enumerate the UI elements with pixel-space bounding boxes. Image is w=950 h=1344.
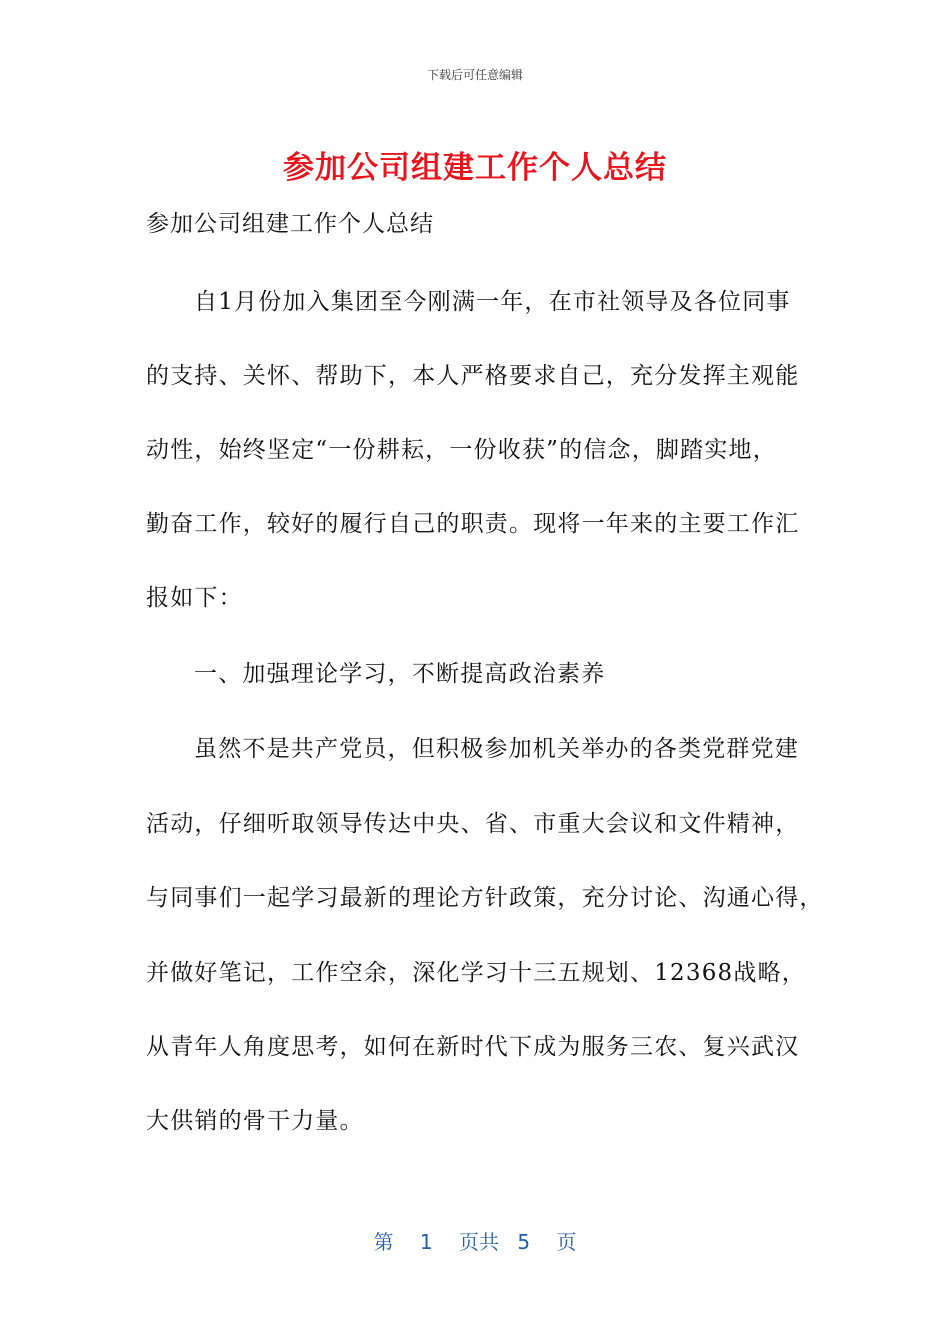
footer-suffix: 页 — [556, 1230, 577, 1254]
paragraph-line: 从青年人角度思考，如何在新时代下成为服务三农、复兴武汉 — [146, 1034, 800, 1060]
paragraph-line: 的支持、关怀、帮助下，本人严格要求自己，充分发挥主观能 — [146, 363, 800, 389]
page-footer — [0, 1226, 950, 1255]
paragraph-line: 自1月份加入集团至今刚满一年，在市社领导及各位同事 — [194, 289, 791, 315]
paragraph-line: 与同事们一起学习最新的理论方针政策，充分讨论、沟通心得， — [146, 885, 824, 911]
paragraph-line: 动性，始终坚定“一份耕耘，一份收获”的信念，脚踏实地， — [146, 437, 777, 463]
footer-prefix: 第 — [373, 1230, 394, 1254]
paragraph-line: 并做好笔记，工作空余，深化学习十三五规划、12368战略， — [146, 960, 806, 986]
header-note: 下载后可任意编辑 — [426, 68, 523, 82]
paragraph-line: 大供销的骨干力量。 — [146, 1108, 364, 1134]
paragraph-line: 勤奋工作，较好的履行自己的职责。现将一年来的主要工作汇 — [146, 511, 800, 537]
footer-total-pages: 5 — [517, 1230, 531, 1254]
document-title: 参加公司组建工作个人总结 — [283, 150, 667, 186]
section-heading: 一、加强理论学习，不断提高政治素养 — [194, 661, 606, 687]
paragraph-line: 报如下： — [146, 585, 243, 611]
document-subtitle: 参加公司组建工作个人总结 — [146, 211, 434, 237]
footer-middle: 页共 — [459, 1230, 499, 1254]
paragraph-line: 虽然不是共产党员，但积极参加机关举办的各类党群党建 — [194, 736, 799, 762]
footer-page-number: 1 — [419, 1230, 433, 1254]
paragraph-line: 活动，仔细听取领导传达中央、省、市重大会议和文件精神， — [146, 811, 800, 837]
